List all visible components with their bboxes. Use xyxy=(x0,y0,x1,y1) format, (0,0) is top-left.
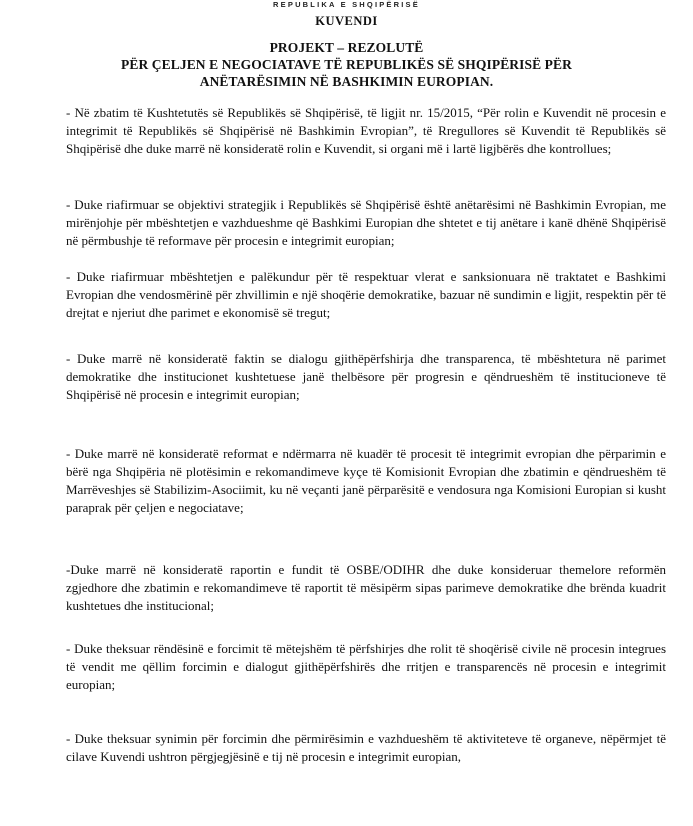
republic-header: REPUBLIKA E SHQIPËRISË xyxy=(273,0,420,9)
paragraph-4: - Duke marrë në konsideratë faktin se dialogu gjithëpërfshirja dhe transparenca, të mbështetura në parimet demokratike dhe institucionet kushtetuese janë thelbësore për progresin e qëndrueshëm të institucioneve të Shqipërisë në procesin e integrimit europian; xyxy=(66,351,666,402)
document-title-line-3: ANËTARËSIMIN NË BASHKIMIN EUROPIAN. xyxy=(199,74,494,89)
paragraph-2: - Duke riafirmuar se objektivi strategjik i Republikës së Shqipërisë është anëtarësimi në Bashkimin Evropian, me mirënjohje për mbështetjen e vazhdueshme që Bashkimi Europian dhe shtetet e tij anëtare i kanë dhënë Shqipërisë në përmbushje të reformave për procesin e integrimit europian; xyxy=(66,197,666,248)
document-title-line-2: PËR ÇELJEN E NEGOCIATAVE TË REPUBLIKËS SË SHQIPËRISË PËR xyxy=(121,57,572,72)
paragraph-7: - Duke theksuar rëndësinë e forcimit të mëtejshëm të përfshirjes dhe rolit të shoqërisë civile në procesin integrues të vendit me qëllim forcimin e dialogut gjithëpërfshirës dhe rritjen e transparencës në procesin e integrimit europian; xyxy=(66,641,666,692)
paragraph-6: -Duke marrë në konsideratë raportin e fundit të OSBE/ODIHR dhe duke konsideruar themelore reformën zgjedhore dhe zbatimin e rekomandimeve të raportit të mësipërm sipas parimeve demokratike dhe brënda kuadrit kushtetues dhe institucional; xyxy=(66,562,666,613)
document-title-line-1: PROJEKT – REZOLUTË xyxy=(269,40,424,55)
paragraph-3: - Duke riafirmuar mbështetjen e palëkundur për të respektuar vlerat e sanksionuara në traktatet e Bashkimi Evropian dhe vendosmërinë për zhvillimin e një shoqërie demokratike, bazuar në sundimin e ligjit, respektin për të drejtat e njeriut dhe parimet e ekonomisë së tregut; xyxy=(66,269,666,320)
paragraph-5: - Duke marrë në konsideratë reformat e ndërmarra në kuadër të procesit të integrimit evropian dhe përparimin e bërë nga Shqipëria në plotësimin e rekomandimeve kyçe të Komisionit Evropian dhe zbatimin e qëndrueshëm të Marrëveshjes së Stabilizim-Asociimit, ku në veçanti janë përparësitë e vendosura nga Komisioni Europian si kusht paraprak për çeljen e negociatave; xyxy=(66,446,666,515)
paragraph-1: - Në zbatim të Kushtetutës së Republikës së Shqipërisë, të ligjit nr. 15/2015, “Për rolin e Kuvendit në procesin e integrimit të Republikës së Shqipërisë në Bashkimin Evropian”, të Rregullores së Kuvendit të Republikës së Shqipërisë dhe duke marrë në konsideratë rolin e Kuvendit, si organi më i lartë ligjbërës dhe kontrollues; xyxy=(66,105,666,156)
institution-name: KUVENDI xyxy=(315,14,378,28)
paragraph-8: - Duke theksuar synimin për forcimin dhe përmirësimin e vazhdueshëm të aktiviteteve të organeve, nëpërmjet të cilave Kuvendi ushtron përgjegjësinë e tij në procesin e integrimit europian, xyxy=(66,731,666,764)
